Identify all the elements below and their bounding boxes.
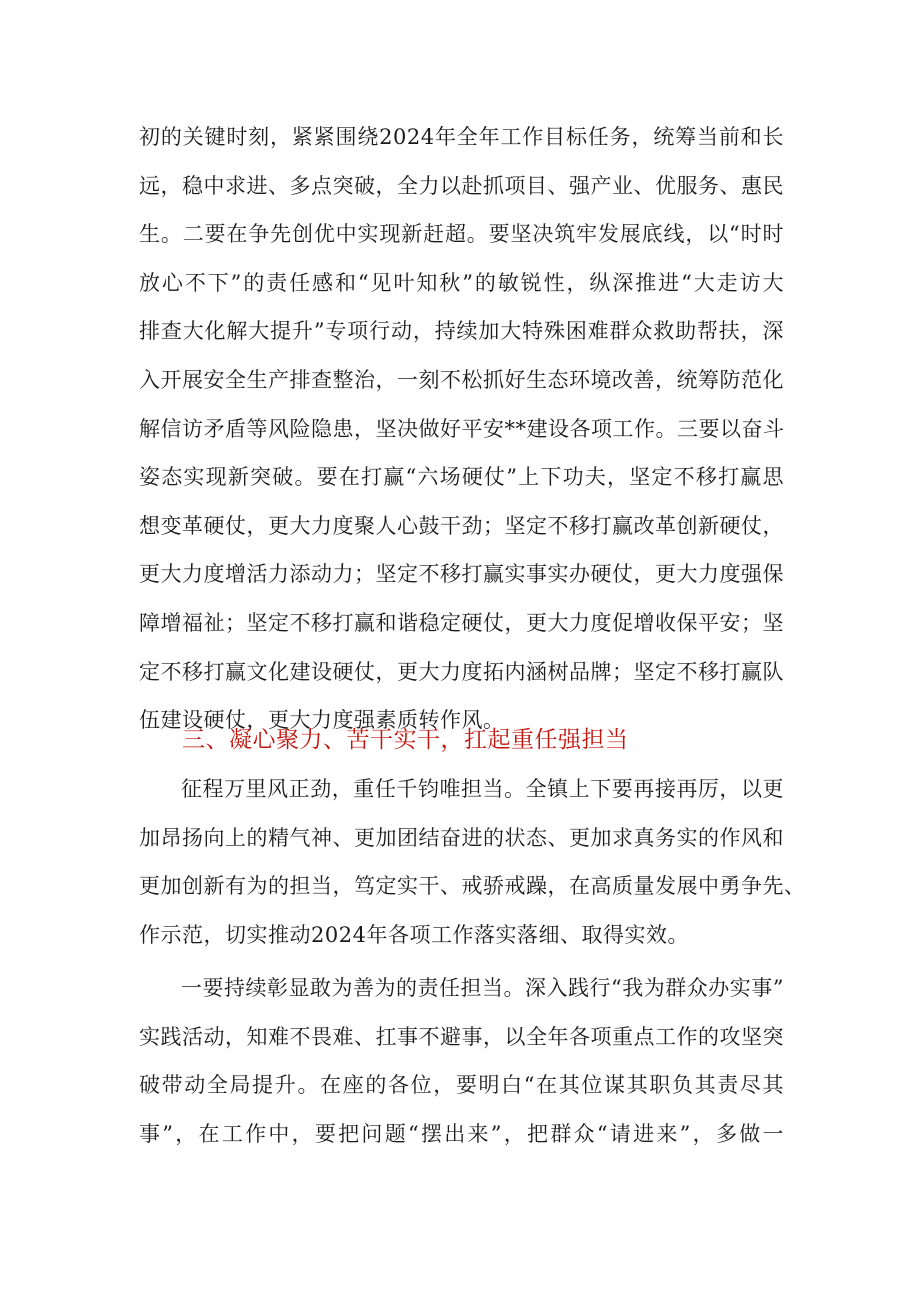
text-line: 征程万里风正劲，重任千钧唯担当。全镇上下要再接再厉，以更 [181,777,784,801]
text-line: 排查大化解大提升”专项行动，持续加大特殊困难群众救助帮扶，深 [139,319,784,344]
text-line: 想变革硬仗，更大力度聚人心鼓干劲；坚定不移打赢改革创新硬仗， [139,513,784,538]
body-paragraph [139,765,806,959]
text-line: 放心不下”的责任感和“见叶知秋”的敏锐性，纵深推进“大走访大 [139,270,784,295]
text-line: 解信访矛盾等风险隐患，坚决做好平安**建设各项工作。三要以奋斗 [139,416,785,441]
text-line: 伍建设硬仗，更大力度强素质转作风。 [139,708,505,733]
text-line: 远，稳中求进、多点突破，全力以赴抓项目、强产业、优服务、惠民 [139,173,784,198]
text-line: 加昂扬向上的精气神、更加团结奋进的状态、更加求真务实的作风和 [139,825,784,850]
text-line: 姿态实现新突破。要在打赢“六场硬仗”上下功夫，坚定不移打赢思 [139,465,784,490]
text-line: 初的关键时刻，紧紧围绕2024年全年工作目标任务，统筹当前和长 [139,125,784,149]
text-line: 事”，在工作中，要把问题“摆出来”，把群众“请进来”，多做一 [139,1121,784,1146]
text-line: 一要持续彰显敢为善为的责任担当。深入践行“我为群众办实事” [181,976,784,1000]
body-paragraph [139,113,784,745]
body-paragraph [139,964,784,1158]
text-line: 障增福祉；坚定不移打赢和谐稳定硬仗，更大力度促增收保平安；坚 [139,610,784,635]
section-heading: 三、凝心聚力、苦干实干，扛起重任强担当 [182,727,629,753]
text-line: 入开展安全生产排查整治，一刻不松抓好生态环境改善，统筹防范化 [139,367,784,392]
text-line: 破带动全局提升。在座的各位，要明白“在其位谋其职负其责尽其 [139,1073,784,1098]
text-line: 定不移打赢文化建设硬仗，更大力度拓内涵树品牌；坚定不移打赢队 [139,659,784,684]
text-line: 生。二要在争先创优中实现新赶超。要坚决筑牢发展底线，以“时时 [139,222,784,247]
text-line: 实践活动，知难不畏难、扛事不避事，以全年各项重点工作的攻坚突 [139,1024,784,1049]
text-line: 更加创新有为的担当，笃定实干、戒骄戒躁，在高质量发展中勇争先、 [139,874,806,899]
text-line: 作示范，切实推动2024年各项工作落实落细、取得实效。 [139,922,689,947]
text-line: 更大力度增活力添动力；坚定不移打赢实事实办硬仗，更大力度强保 [139,562,784,587]
